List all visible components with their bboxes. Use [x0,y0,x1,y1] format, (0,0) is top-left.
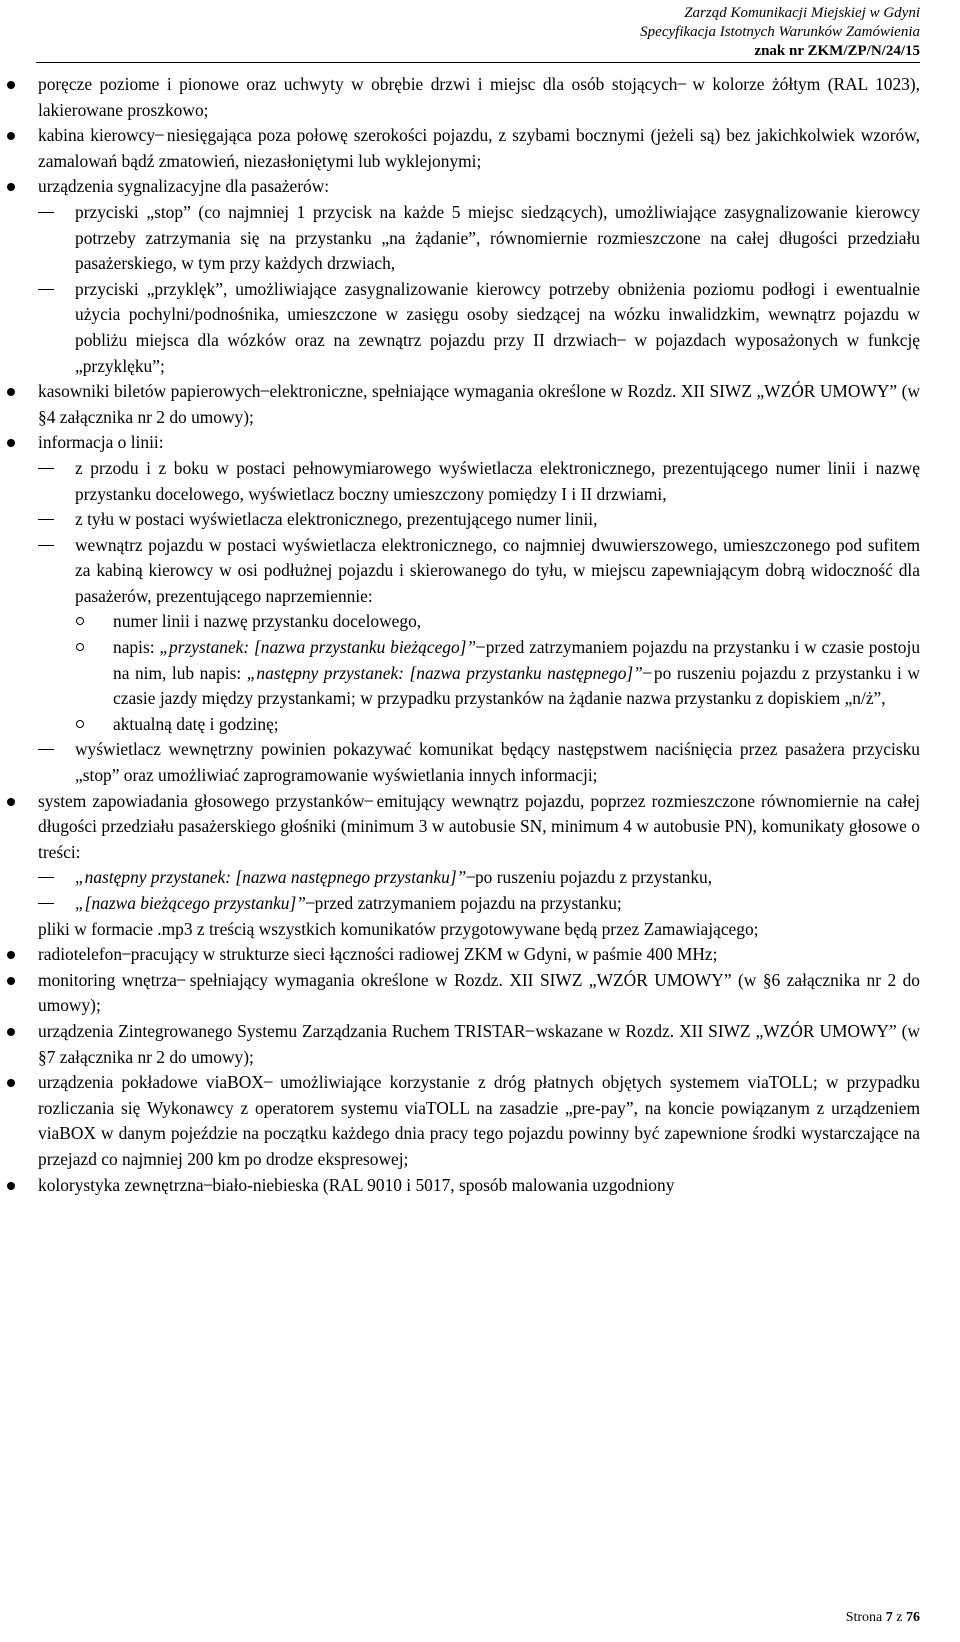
dash-item: przyciski „stop” (co najmniej 1 przycisk na każde 5 miejsc siedzących), umożliwiające zasygnalizowanie kierowcy potrzeby zatrzymania się na przystanku „na żądanie”, równomiernie rozmieszczone na całej długości przedziału pasażerskiego, w tym przy każdych drzwiach, [0,200,920,277]
header-reference: znak nr ZKM/ZP/N/24/15 [754,43,920,59]
text-segment: napis: [113,637,160,658]
bullet-item: urządzenia Zintegrowanego Systemu Zarządzania Ruchem TRISTAR ̶ wskazane w Rozdz. XII SIWZ „WZÓR UMOWY” (w §7 załącznika nr 2 do umowy); [0,1019,920,1070]
bullet-item: radiotelefon ̶ pracujący w strukturze sieci łączności radiowej ZKM w Gdyni, w paśmie 400 MHz; [0,942,920,968]
dash-item [0,865,920,891]
text-segment: ̶ po ruszeniu pojazdu z przystanku, [466,867,713,888]
paragraph: pliki w formacie .mp3 z treścią wszystkich komunikatów przygotowywane będą przez Zamawiającego; [38,918,759,939]
bullet-item: kolorystyka zewnętrzna ̶ biało-niebieska (RAL 9010 i 5017, sposób malowania uzgodniony [0,1173,920,1199]
header-spec: Specyfikacja Istotnych Warunków Zamówienia [640,24,920,40]
bullet-item: urządzenia pokładowe viaBOX ̶ umożliwiające korzystanie z dróg płatnych objętych systemem viaTOLL; w przypadku rozliczania się Wykonawcy z operatorem systemu viaTOLL na zasadzie „pre-pay”, na koncie powiązanym z urządzeniem viaBOX w danym pojeździe na początku każdego dnia pracy tego pojazdu powinny być zapewnione środki wystarczające na przejazd co najmniej 200 km po drodze ekspresowej; [0,1070,920,1172]
page-footer [846,1610,920,1626]
italic-text: „przystanek: [nazwa przystanku bieżącego]” [159,637,477,658]
italic-text: „następny przystanek: [nazwa następnego przystanku]” [75,867,467,888]
bullet-item: kasowniki biletów papierowych ̶ elektroniczne, spełniające wymagania określone w Rozdz. XII SIWZ „WZÓR UMOWY” (w §4 załącznika nr 2 do umowy); [0,379,920,430]
bullet-item: system zapowiadania głosowego przystanków ̶ emitujący wewnątrz pojazdu, poprzez rozmieszczone równomiernie na całej długości przedziału pasażerskiego głośniki (minimum 3 w autobusie SN, minimum 4 w autobusie PN), komunikaty głosowe o treści: [0,789,920,866]
circle-item [0,635,920,712]
document-body [0,72,920,1198]
bullet-item: informacja o linii: [0,430,920,456]
document-header [640,4,920,61]
dash-item: wyświetlacz wewnętrzny powinien pokazywać komunikat będący następstwem naciśnięcia przez pasażera przycisku „stop” oraz umożliwiać zaprogramowanie wyświetlania innych informacji; [0,737,920,788]
dash-item: z przodu i z boku w postaci pełnowymiarowego wyświetlacza elektronicznego, prezentującego numer linii i nazwę przystanku docelowego, wyświetlacz boczny umieszczony pomiędzy I i II drzwiami, [0,456,920,507]
footer-separator: z [892,1610,906,1625]
header-divider [36,62,920,63]
header-org: Zarząd Komunikacji Miejskiej w Gdyni [684,5,920,21]
italic-text: „następny przystanek: [nazwa przystanku następnego]” [246,662,643,683]
circle-item: numer linii i nazwę przystanku docelowego, [0,609,920,635]
bullet-item: kabina kierowcy ̶ niesięgająca poza połowę szerokości pojazdu, z szybami bocznymi (jeżeli są) bez jakichkolwiek wzorów, zamalowań bądź zmatowień, niezasłoniętymi lub wyklejonymi; [0,123,920,174]
footer-prefix: Strona [845,1610,886,1625]
footer-page-number: 7 [885,1610,893,1625]
circle-item: aktualną datę i godzinę; [0,712,920,738]
dash-item [0,891,920,917]
dash-item: z tyłu w postaci wyświetlacza elektronicznego, prezentującego numer linii, [0,507,920,533]
italic-text: „[nazwa bieżącego przystanku]” [75,893,306,913]
dash-item: przyciski „przyklęk”, umożliwiające zasygnalizowanie kierowcy potrzeby obniżenia poziomu podłogi i ewentualnie użycia pochylni/podnośnika, umieszczone w zasięgu osoby siedzącej na wózku inwalidzkim, wewnątrz pojazdu w pobliżu miejsca dla wózków oraz na zewnątrz pojazdu przy II drzwiach ̶ w pojazdach wyposażonych w funkcję „przyklęku”; [0,277,920,379]
bullet-item: poręcze poziome i pionowe oraz uchwyty w obrębie drzwi i miejsc dla osób stojących ̶ w kolorze żółtym (RAL 1023), lakierowane proszkowo; [0,72,920,123]
footer-total-pages: 76 [906,1610,920,1625]
bullet-item: urządzenia sygnalizacyjne dla pasażerów: [0,174,920,200]
dash-item: wewnątrz pojazdu w postaci wyświetlacza elektronicznego, co najmniej dwuwierszowego, umieszczonego pod sufitem za kabiną kierowcy w osi podłużnej pojazdu i skierowanego do tyłu, w miejscu zapewniającym dobrą widoczność dla pasażerów, prezentującego naprzemiennie: [0,533,920,610]
text-segment: ̶ przed zatrzymaniem pojazdu na przystanku i w czasie postoju na nim, lub napis: [113,637,921,683]
text-segment: ̶ po ruszeniu pojazdu z przystanku i w czasie jazdy między przystankami; w przypadku przystanków na żądanie nazwa przystanku z dopiskiem „n/ż”, [113,662,920,709]
text-segment: ̶ przed zatrzymaniem pojazdu na przystanku; [305,893,622,913]
bullet-item: monitoring wnętrza ̶ spełniający wymagania określone w Rozdz. XII SIWZ „WZÓR UMOWY” (w §6 załącznika nr 2 do umowy); [0,968,920,1019]
